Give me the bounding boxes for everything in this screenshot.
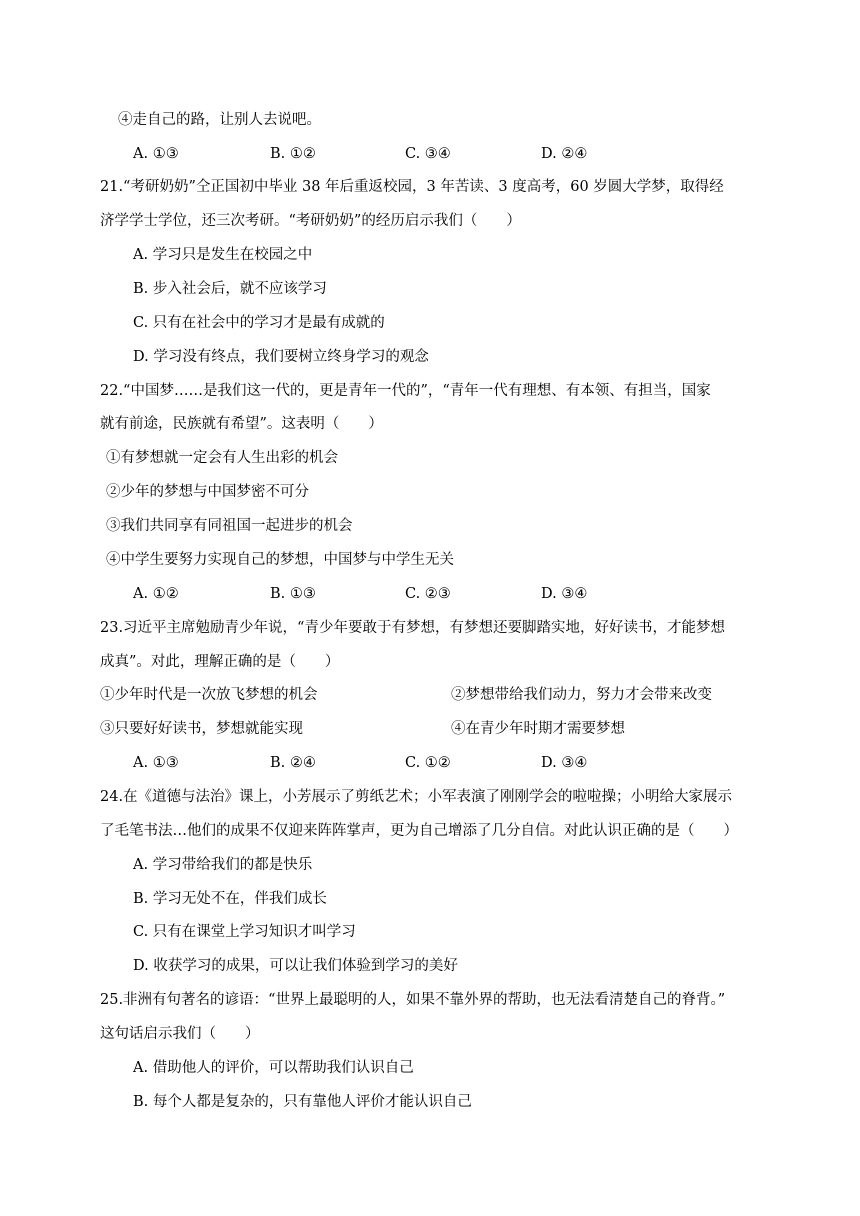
question-24-option-d: D. 收获学习的成果，可以让我们体验到学习的美好 (133, 958, 458, 974)
prev-question-choice-c: C. ③④ (405, 146, 451, 162)
question-23-stem-line-2: 成真”。对此，理解正确的是（ ） (100, 654, 340, 670)
question-21-option-d: D. 学习没有终点，我们要树立终身学习的观念 (133, 349, 429, 365)
prev-question-choice-d: D. ②④ (541, 146, 588, 162)
question-22-item-2: ②少年的梦想与中国梦密不可分 (106, 484, 309, 500)
question-21-option-b: B. 步入社会后，就不应该学习 (133, 281, 327, 297)
question-23-item-2: ②梦想带给我们动力，努力才会带来改变 (451, 687, 712, 703)
question-23-choice-d: D. ③④ (541, 755, 588, 771)
question-22-stem-line-1: 22.“中国梦……是我们这一代的，更是青年一代的”，“青年一代有理想、有本领、有担当，国家 (100, 383, 711, 399)
question-21-stem-line-1: 21.“考研奶奶”仝正国初中毕业 38 年后重返校园，3 年苦读、3 度高考，60 岁圆大学梦，取得经 (100, 179, 724, 195)
question-22-choice-c: C. ②③ (405, 586, 451, 602)
question-24-option-c: C. 只有在课堂上学习知识才叫学习 (133, 924, 356, 940)
question-23-item-4: ④在青少年时期才需要梦想 (451, 721, 625, 737)
question-25-option-a: A. 借助他人的评价，可以帮助我们认识自己 (133, 1060, 414, 1076)
question-21-option-a: A. 学习只是发生在校园之中 (133, 247, 313, 263)
question-25-option-b: B. 每个人都是复杂的，只有靠他人评价才能认识自己 (133, 1094, 472, 1110)
question-21-option-c: C. 只有在社会中的学习才是最有成就的 (133, 315, 385, 331)
question-22-choice-b: B. ①③ (270, 586, 316, 602)
question-22-item-4: ④中学生要努力实现自己的梦想，中国梦与中学生无关 (106, 552, 454, 568)
question-21-stem-line-2: 济学学士学位，还三次考研。“考研奶奶”的经历启示我们（ ） (100, 213, 521, 229)
prev-question-item-4: ④走自己的路，让别人去说吧。 (118, 112, 321, 128)
question-24-option-b: B. 学习无处不在，伴我们成长 (133, 891, 327, 907)
question-24-option-a: A. 学习带给我们的都是快乐 (133, 857, 313, 873)
question-24-stem-line-1: 24.在《道德与法治》课上，小芳展示了剪纸艺术；小军表演了刚刚学会的啦啦操；小明给大家展示 (100, 789, 733, 805)
prev-question-choice-b: B. ①② (270, 146, 316, 162)
question-23-choice-c: C. ①② (405, 755, 451, 771)
question-23-choice-a: A. ①③ (133, 755, 179, 771)
question-24-stem-line-2: 了毛笔书法…他们的成果不仅迎来阵阵掌声，更为自己增添了几分自信。对此认识正确的是（ ） (100, 823, 738, 839)
question-25-stem-line-1: 25.非洲有句著名的谚语：“世界上最聪明的人，如果不靠外界的帮助，也无法看清楚自己的脊背。” (100, 992, 726, 1008)
question-22-choice-a: A. ①② (133, 586, 179, 602)
question-23-item-3: ③只要好好读书，梦想就能实现 (100, 721, 303, 737)
question-23-item-1: ①少年时代是一次放飞梦想的机会 (100, 687, 318, 703)
question-22-item-1: ①有梦想就一定会有人生出彩的机会 (106, 450, 338, 466)
question-23-choice-b: B. ②④ (270, 755, 316, 771)
question-23-stem-line-1: 23.习近平主席勉励青少年说，“青少年要敢于有梦想，有梦想还要脚踏实地，好好读书，才能梦想 (100, 620, 725, 636)
question-22-choice-d: D. ③④ (541, 586, 588, 602)
question-22-stem-line-2: 就有前途，民族就有希望”。这表明（ ） (100, 416, 383, 432)
question-22-item-3: ③我们共同享有同祖国一起进步的机会 (106, 518, 353, 534)
question-25-stem-line-2: 这句话启示我们（ ） (100, 1026, 260, 1042)
prev-question-choice-a: A. ①③ (133, 146, 179, 162)
